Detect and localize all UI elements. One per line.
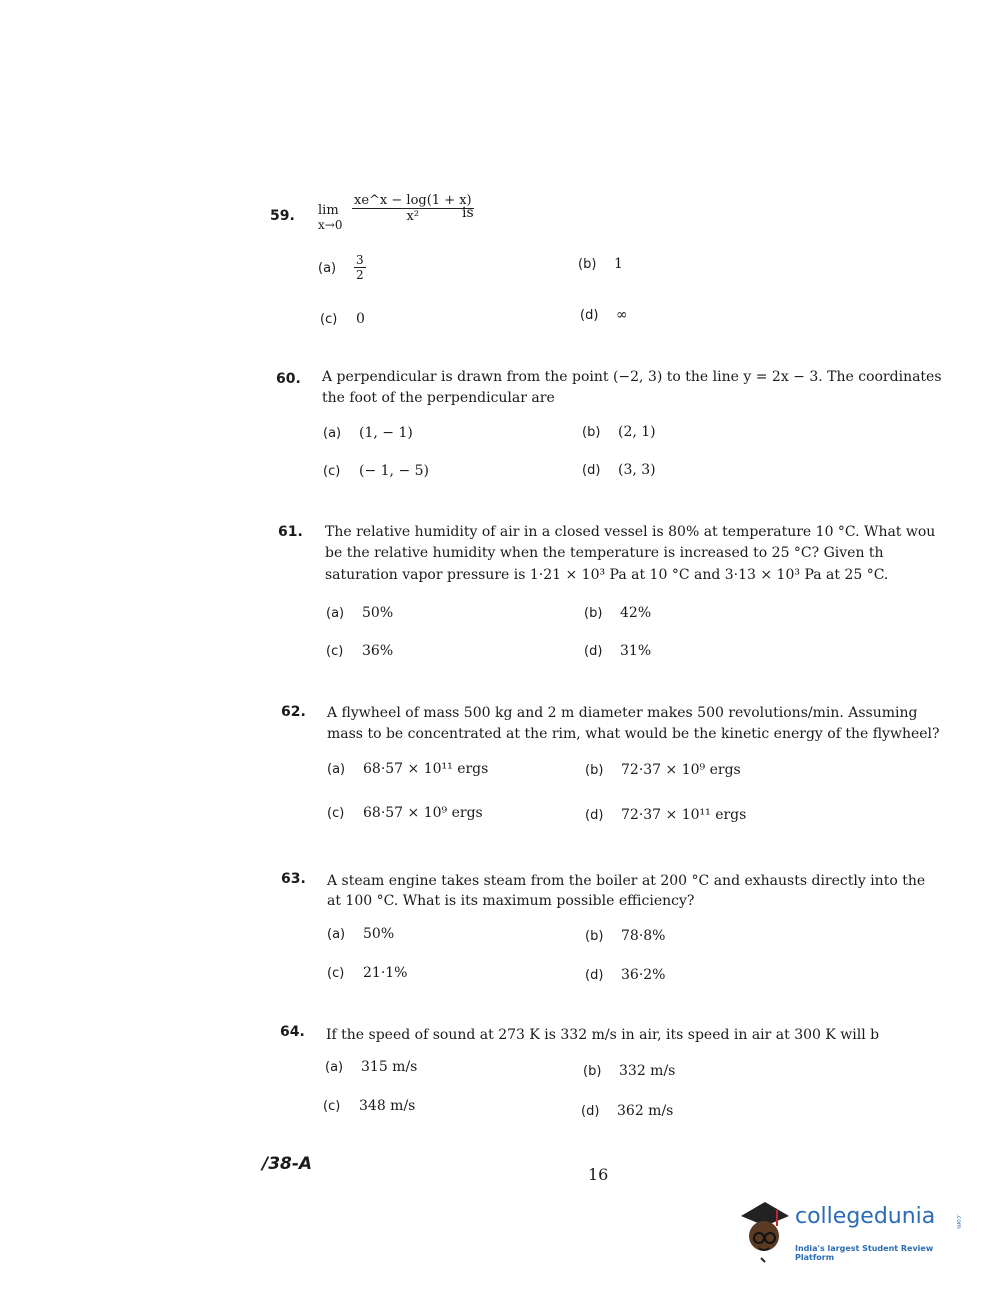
q59-option-a-fraction xyxy=(354,253,366,282)
option-value: 72·37 × 10⁹ ergs xyxy=(621,762,741,778)
option-value: 50% xyxy=(363,926,395,942)
question-number-63: 63. xyxy=(281,871,306,887)
q61-option-b[interactable] xyxy=(584,605,651,621)
option-value: 36·2% xyxy=(621,967,666,983)
option-value: 78·8% xyxy=(621,928,666,944)
option-value: (2, 1) xyxy=(618,424,656,440)
fraction-denominator: 2 xyxy=(356,268,364,282)
mascot-icon xyxy=(735,1196,793,1266)
option-value: 68·57 × 10⁹ ergs xyxy=(363,805,483,821)
q61-option-a[interactable] xyxy=(326,605,393,621)
option-label: (b) xyxy=(584,606,603,621)
q64-option-d[interactable] xyxy=(581,1103,673,1119)
question-number-61: 61. xyxy=(278,524,303,540)
option-value: 36% xyxy=(362,643,394,659)
q60-option-a[interactable] xyxy=(323,425,413,441)
brand-tagline: India's largest Student Review Platform xyxy=(795,1244,934,1262)
q61-stem-line-1: The relative humidity of air in a closed vessel is 80% at temperature 10 °C. What wou xyxy=(325,524,936,540)
q59-limit xyxy=(318,203,342,232)
option-value: 31% xyxy=(620,643,652,659)
option-value: 0 xyxy=(356,311,365,327)
q63-option-d[interactable] xyxy=(585,967,665,983)
option-label: (c) xyxy=(323,1099,341,1114)
option-label: (a) xyxy=(327,762,346,777)
q62-option-a[interactable] xyxy=(327,761,488,777)
question-number-59: 59. xyxy=(270,208,295,224)
option-value: 1 xyxy=(614,256,623,272)
q59-numerator: xe^x − log(1 + x) xyxy=(354,193,472,208)
fraction-numerator: 3 xyxy=(356,253,364,267)
q61-stem-line-2: be the relative humidity when the temperature is increased to 25 °C? Given th xyxy=(325,545,884,561)
option-label: (a) xyxy=(323,426,342,441)
q60-option-d[interactable] xyxy=(582,462,656,478)
option-label: (a) xyxy=(327,927,346,942)
paper-code: /38-A xyxy=(262,1154,313,1174)
option-label: (b) xyxy=(583,1064,602,1079)
q64-stem-line-1: If the speed of sound at 273 K is 332 m/s in air, its speed in air at 300 K will b xyxy=(326,1027,880,1043)
option-label: (c) xyxy=(327,966,345,981)
q63-stem-line-1: A steam engine takes steam from the boiler at 200 °C and exhausts directly into the xyxy=(327,873,926,889)
question-number-60: 60. xyxy=(276,371,301,387)
option-label: (b) xyxy=(585,929,604,944)
option-value: 68·57 × 10¹¹ ergs xyxy=(363,761,489,777)
option-label: (a) xyxy=(325,1060,344,1075)
option-label: (b) xyxy=(578,257,597,272)
q59-suffix: is xyxy=(462,205,474,221)
page-number: 16 xyxy=(588,1165,609,1184)
option-label: (b) xyxy=(585,763,604,778)
q62-stem-line-1: A flywheel of mass 500 kg and 2 m diameter makes 500 revolutions/min. Assuming xyxy=(327,705,918,721)
q64-option-c[interactable] xyxy=(323,1098,415,1114)
q60-stem-line-1: A perpendicular is drawn from the point (−2, 3) to the line y = 2x − 3. The coordinates xyxy=(322,369,942,385)
q62-option-c[interactable] xyxy=(327,805,483,821)
option-value: 50% xyxy=(362,605,394,621)
option-value: 42% xyxy=(620,605,652,621)
option-value: ∞ xyxy=(616,307,628,323)
q59-option-b[interactable] xyxy=(578,256,623,272)
q59-denominator: x² xyxy=(406,209,420,224)
q64-option-b[interactable] xyxy=(583,1063,675,1079)
option-label: (a) xyxy=(326,606,345,621)
q63-option-a[interactable] xyxy=(327,926,394,942)
option-label: (d) xyxy=(582,463,601,478)
q60-option-c[interactable] xyxy=(323,463,429,479)
option-value: 72·37 × 10¹¹ ergs xyxy=(621,807,747,823)
q62-stem-line-2: mass to be concentrated at the rim, what would be the kinetic energy of the flywheel? xyxy=(327,726,940,742)
q63-option-b[interactable] xyxy=(585,928,665,944)
q63-option-c[interactable] xyxy=(327,965,407,981)
q59-option-c[interactable] xyxy=(320,311,365,327)
q60-stem-line-2: the foot of the perpendicular are xyxy=(322,390,555,406)
collegedunia-logo[interactable] xyxy=(735,1196,975,1266)
brand-name: collegedunia xyxy=(795,1204,936,1229)
q59-lim-label: lim xyxy=(318,203,339,218)
q62-option-b[interactable] xyxy=(585,762,741,778)
q64-option-a[interactable] xyxy=(325,1059,417,1075)
option-label: (c) xyxy=(326,644,344,659)
option-label: (d) xyxy=(585,808,604,823)
q61-stem-line-3: saturation vapor pressure is 1·21 × 10³ Pa at 10 °C and 3·13 × 10³ Pa at 25 °C. xyxy=(325,567,889,583)
brand-suffix: .com xyxy=(955,1214,962,1229)
question-number-64: 64. xyxy=(280,1024,305,1040)
q59-option-a[interactable] xyxy=(318,253,366,282)
question-number-62: 62. xyxy=(281,704,306,720)
option-value: (1, − 1) xyxy=(359,425,413,441)
option-value: (− 1, − 5) xyxy=(359,463,429,479)
q61-option-d[interactable] xyxy=(584,643,651,659)
option-label: (a) xyxy=(318,260,337,276)
q61-option-c[interactable] xyxy=(326,643,393,659)
q62-option-d[interactable] xyxy=(585,807,746,823)
option-label: (d) xyxy=(580,308,599,323)
option-value: 21·1% xyxy=(363,965,408,981)
option-label: (c) xyxy=(327,806,345,821)
option-value: 332 m/s xyxy=(619,1063,676,1079)
q59-option-d[interactable] xyxy=(580,307,628,323)
q59-lim-sub: x→0 xyxy=(318,218,343,232)
option-label: (d) xyxy=(585,968,604,983)
option-label: (c) xyxy=(323,464,341,479)
q59-expression xyxy=(352,193,474,224)
option-value: 362 m/s xyxy=(617,1103,674,1119)
q63-stem-line-2: at 100 °C. What is its maximum possible efficiency? xyxy=(327,893,695,909)
option-value: 348 m/s xyxy=(359,1098,416,1114)
option-label: (b) xyxy=(582,425,601,440)
option-value: (3, 3) xyxy=(618,462,656,478)
option-label: (c) xyxy=(320,312,338,327)
q60-option-b[interactable] xyxy=(582,424,656,440)
option-label: (d) xyxy=(581,1104,600,1119)
option-value: 315 m/s xyxy=(361,1059,418,1075)
option-label: (d) xyxy=(584,644,603,659)
